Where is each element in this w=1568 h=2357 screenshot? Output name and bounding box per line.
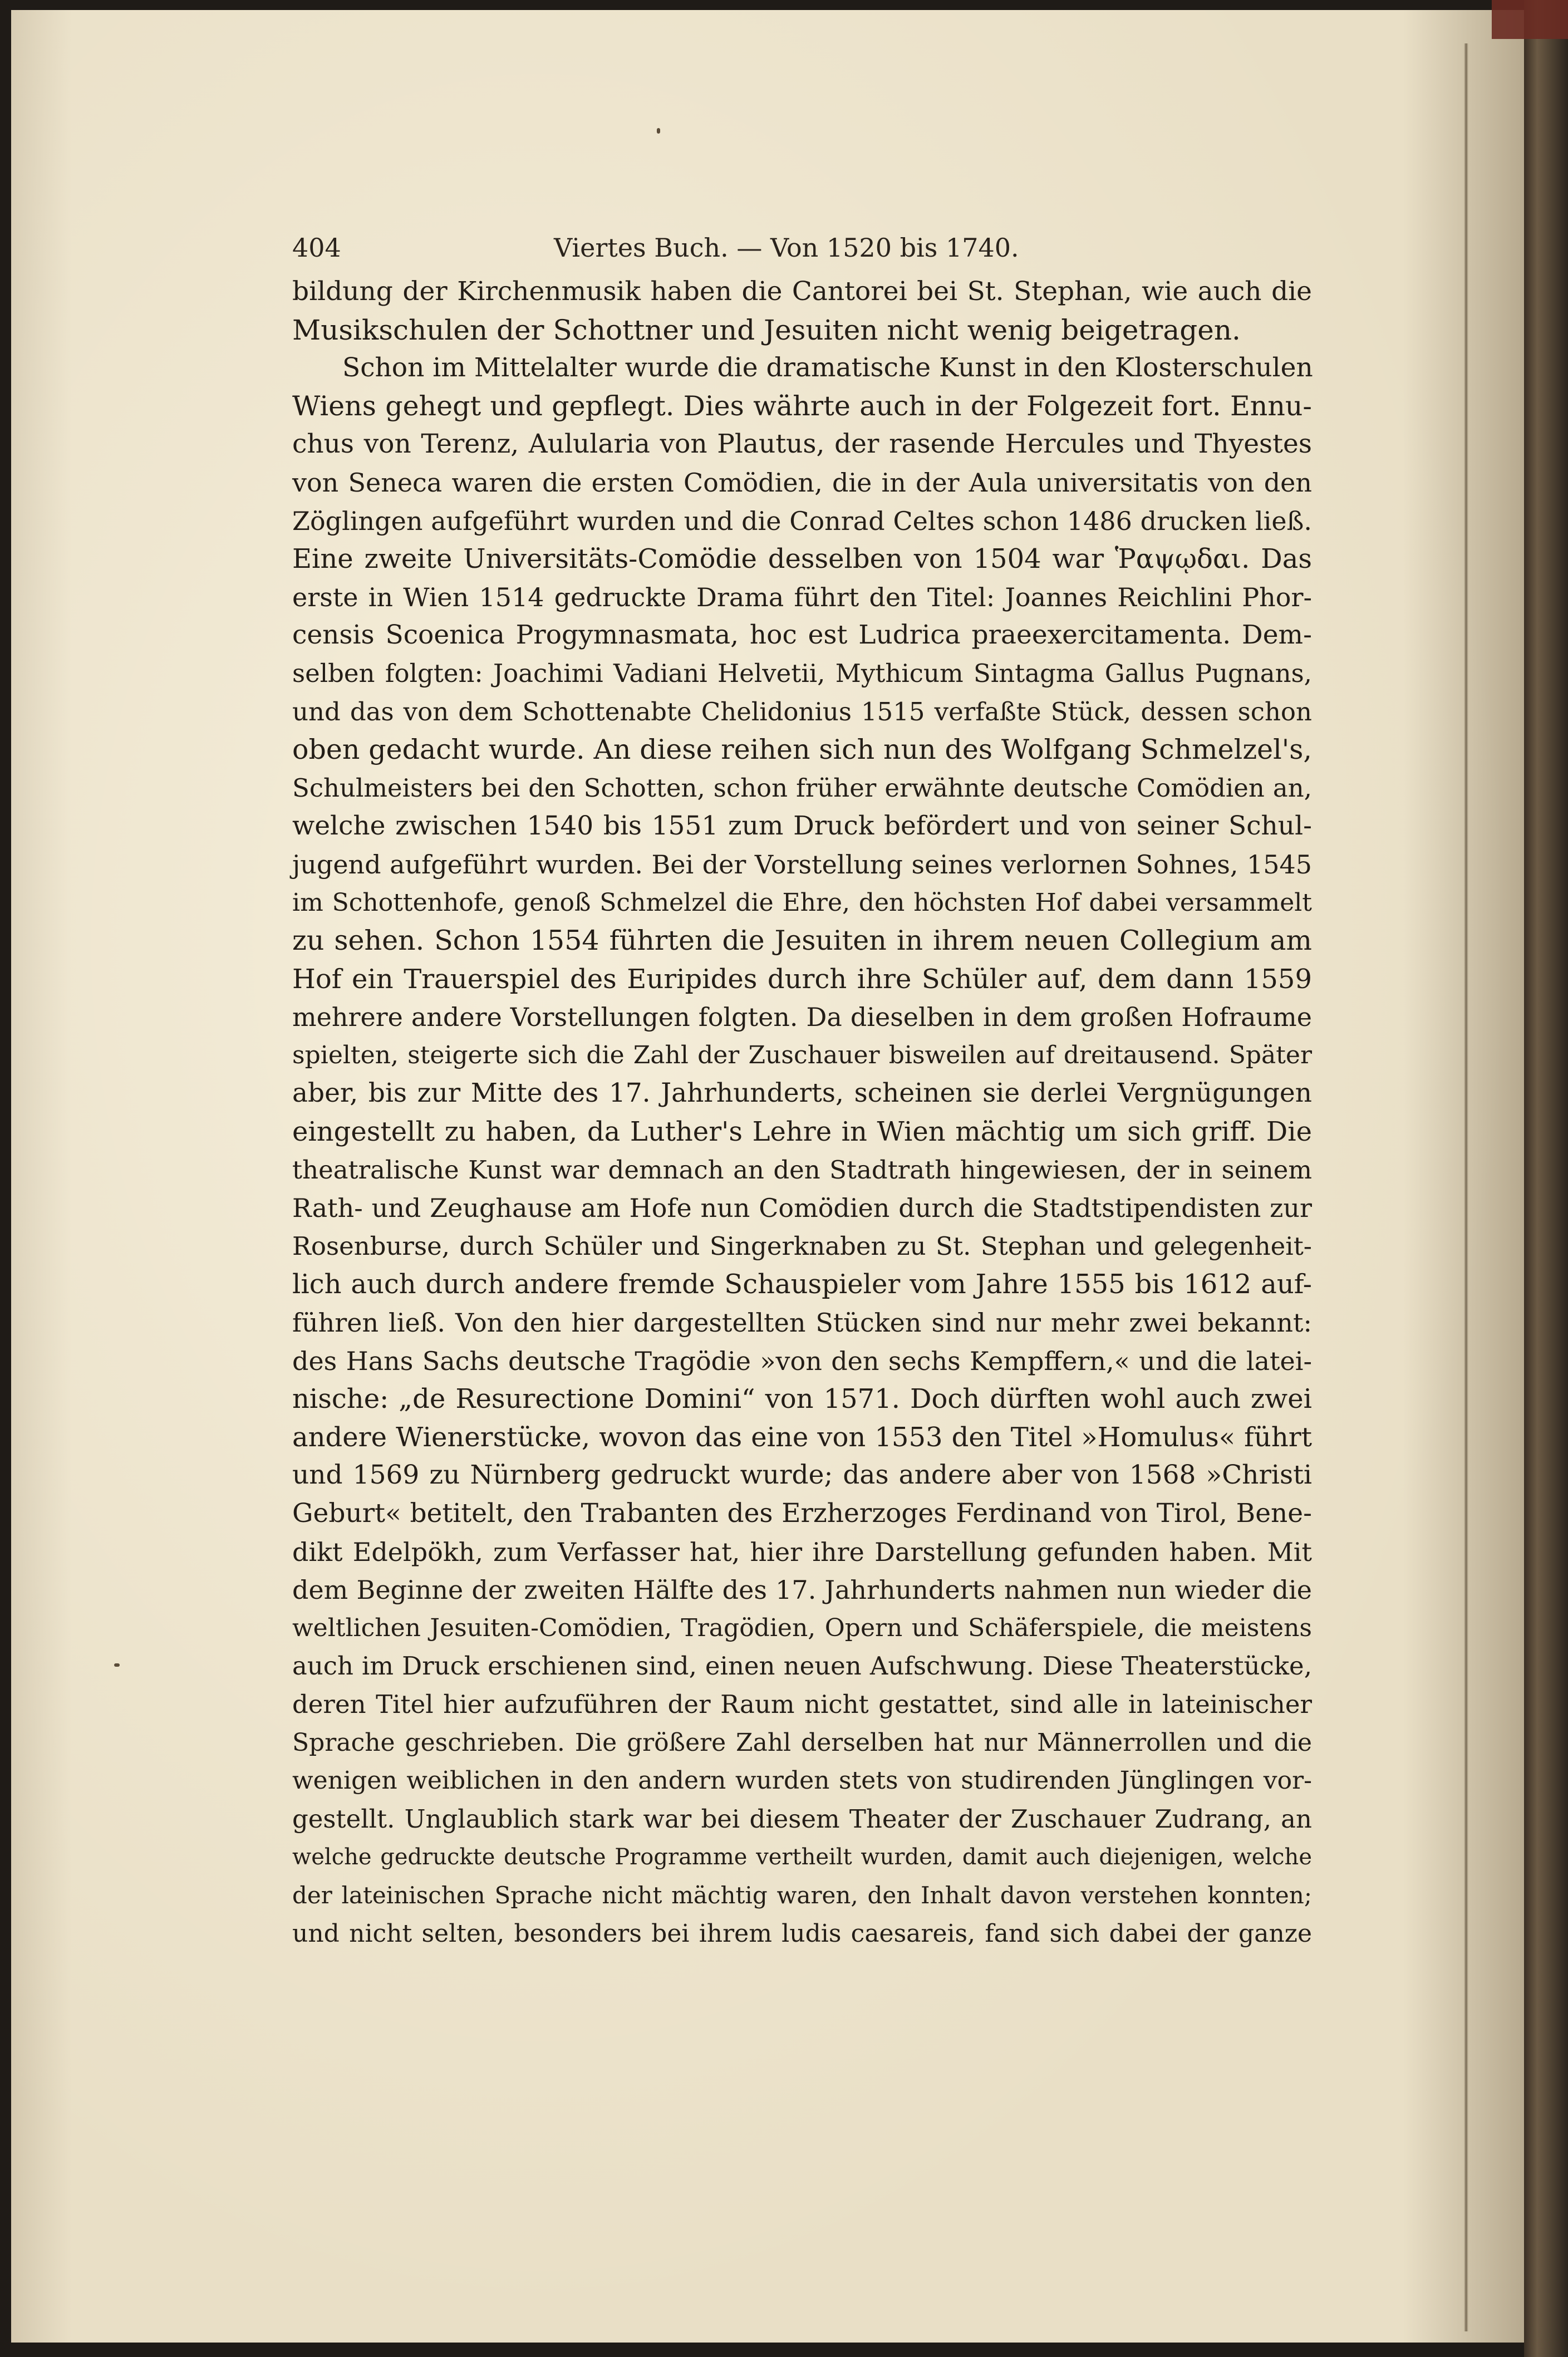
text-line: Hof ein Trauerspiel des Euripides durch ihre Schüler auf, dem dann 1559 bbox=[292, 963, 1312, 995]
text-line: Sprache geschrieben. Die größere Zahl derselben hat nur Männerrollen und die bbox=[292, 1728, 1312, 1757]
text-line: jugend aufgeführt wurden. Bei der Vorstellung seines verlornen Sohnes, 1545 bbox=[292, 849, 1312, 880]
text-line: und nicht selten, besonders bei ihrem ludis caesareis, fand sich dabei der ganze bbox=[292, 1919, 1312, 1948]
text-line: Schulmeisters bei den Schotten, schon früher erwähnte deutsche Comödien an, bbox=[292, 773, 1312, 803]
text-line: selben folgten: Joachimi Vadiani Helvetii, Mythicum Sintagma Gallus Pugnans, bbox=[292, 658, 1312, 688]
text-line: wenigen weiblichen in den andern wurden stets von studirenden Jünglingen vor- bbox=[292, 1766, 1312, 1795]
text-line: Geburt« betitelt, den Trabanten des Erzherzoges Ferdinand von Tirol, Bene- bbox=[292, 1498, 1312, 1529]
page-fold-shadow bbox=[1464, 43, 1468, 2331]
text-line: des Hans Sachs deutsche Tragödie »von den sechs Kempffern,« und die latei- bbox=[292, 1346, 1312, 1376]
text-line: der lateinischen Sprache nicht mächtig waren, den Inhalt davon verstehen konnten; bbox=[292, 1881, 1312, 1909]
text-line: lich auch durch andere fremde Schauspieler vom Jahre 1555 bis 1612 auf- bbox=[292, 1269, 1312, 1300]
text-line: zu sehen. Schon 1554 führten die Jesuiten in ihrem neuen Collegium am bbox=[292, 925, 1312, 957]
text-line: Musikschulen der Schottner und Jesuiten nicht wenig beigetragen. bbox=[292, 313, 1241, 346]
text-line: bildung der Kirchenmusik haben die Cantorei bei St. Stephan, wie auch die bbox=[292, 276, 1312, 307]
page-marker bbox=[1492, 0, 1568, 39]
text-line: Rath- und Zeughause am Hofe nun Comödien durch die Stadtstipendisten zur bbox=[292, 1193, 1312, 1224]
book-edge bbox=[1524, 0, 1568, 2357]
text-line: andere Wienerstücke, wovon das eine von 1553 den Titel »Homulus« führt bbox=[292, 1421, 1312, 1453]
text-line: theatralische Kunst war demnach an den Stadtrath hingewiesen, der in seinem bbox=[292, 1155, 1312, 1185]
text-line: von Seneca waren die ersten Comödien, die in der Aula universitatis von den bbox=[292, 467, 1312, 498]
text-line: Zöglingen aufgeführt wurden und die Conrad Celtes schon 1486 drucken ließ. bbox=[292, 505, 1312, 536]
page-header bbox=[292, 229, 1316, 268]
text-line: nische: „de Resurectione Domini“ von 1571. Doch dürften wohl auch zwei bbox=[292, 1383, 1312, 1415]
text-line: und 1569 zu Nürnberg gedruckt wurde; das andere aber von 1568 »Christi bbox=[292, 1460, 1312, 1491]
text-line: Wiens gehegt und gepflegt. Dies währte auch in der Folgezeit fort. Ennu- bbox=[292, 390, 1312, 422]
text-line: und das von dem Schottenabte Chelidonius 1515 verfaßte Stück, dessen schon bbox=[292, 696, 1312, 726]
text-line: censis Scoenica Progymnasmata, hoc est Ludrica praeexercitamenta. Dem- bbox=[292, 620, 1312, 651]
text-line: erste in Wien 1514 gedruckte Drama führt den Titel: Joannes Reichlini Phor- bbox=[292, 582, 1312, 612]
text-line: dem Beginne der zweiten Hälfte des 17. Jahrhunderts nahmen nun wieder die bbox=[292, 1575, 1312, 1605]
text-line: aber, bis zur Mitte des 17. Jahrhunderts, scheinen sie derlei Vergnügungen bbox=[292, 1078, 1312, 1109]
text-line: Schon im Mittelalter wurde die dramatische Kunst in den Klosterschulen bbox=[342, 352, 1313, 384]
text-line: oben gedacht wurde. An diese reihen sich nun des Wolfgang Schmelzel's, bbox=[292, 734, 1312, 766]
text-line: welche gedruckte deutsche Programme vertheilt wurden, damit auch diejenigen, welche bbox=[292, 1844, 1312, 1870]
text-line: dikt Edelpökh, zum Verfasser hat, hier ihre Darstellung gefunden haben. Mit bbox=[292, 1536, 1312, 1567]
page-number: 404 bbox=[292, 233, 341, 263]
text-line: spielten, steigerte sich die Zahl der Zuschauer bisweilen auf dreitausend. Später bbox=[292, 1040, 1312, 1069]
text-line: chus von Terenz, Aulularia von Plautus, der rasende Hercules und Thyestes bbox=[292, 429, 1312, 460]
body-text bbox=[292, 273, 1312, 1953]
text-line: auch im Druck erschienen sind, einen neuen Aufschwung. Diese Theaterstücke, bbox=[292, 1651, 1312, 1681]
text-line: im Schottenhofe, genoß Schmelzel die Ehre, den höchsten Hof dabei versammelt bbox=[292, 888, 1312, 917]
text-line: führen ließ. Von den hier dargestellten Stücken sind nur mehr zwei bekannt: bbox=[292, 1308, 1312, 1338]
text-line: welche zwischen 1540 bis 1551 zum Druck befördert und von seiner Schul- bbox=[292, 811, 1312, 842]
text-line: eingestellt zu haben, da Luther's Lehre in Wien mächtig um sich griff. Die bbox=[292, 1116, 1312, 1148]
paper-speck bbox=[657, 128, 660, 134]
text-line: mehrere andere Vorstellungen folgten. Da dieselben in dem großen Hofraume bbox=[292, 1002, 1312, 1033]
text-line: gestellt. Unglaublich stark war bei diesem Theater der Zuschauer Zudrang, an bbox=[292, 1804, 1312, 1834]
text-line: weltlichen Jesuiten-Comödien, Tragödien, Opern und Schäferspiele, die meistens bbox=[292, 1613, 1312, 1642]
paper-speck bbox=[114, 1663, 120, 1667]
text-line: Rosenburse, durch Schüler und Singerknaben zu St. Stephan und gelegenheit- bbox=[292, 1231, 1312, 1261]
running-head: Viertes Buch. — Von 1520 bis 1740. bbox=[554, 233, 1019, 263]
text-line: Eine zweite Universitäts-Comödie desselben von 1504 war Ῥαψῳδαι. Das bbox=[292, 543, 1312, 575]
text-line: deren Titel hier aufzuführen der Raum nicht gestattet, sind alle in lateinischer bbox=[292, 1689, 1312, 1719]
